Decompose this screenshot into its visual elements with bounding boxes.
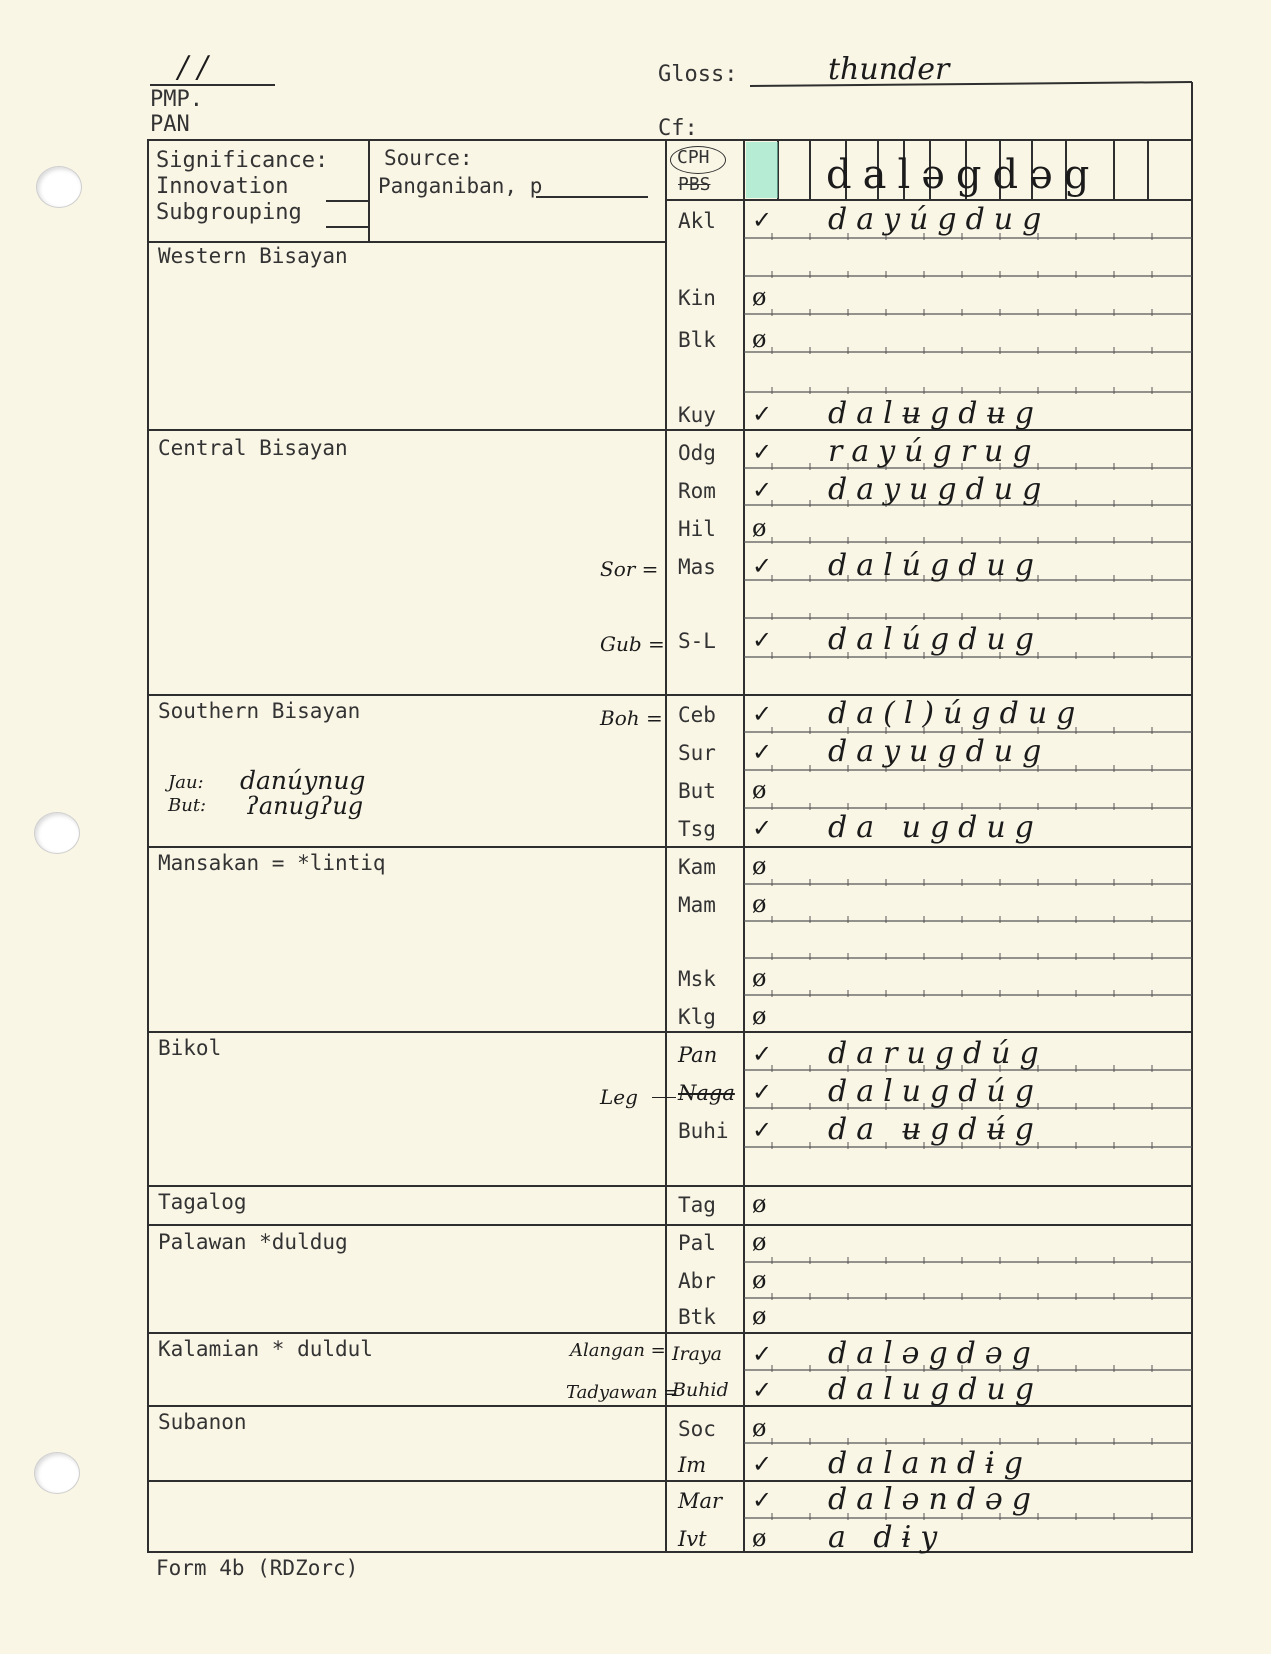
null-mark: ø <box>752 1524 767 1552</box>
reflex-form: a dɨy <box>828 1520 947 1555</box>
source-label: Source: <box>384 146 473 170</box>
check-mark: ✓ <box>752 1078 773 1106</box>
group-subanon: Subanon <box>158 1410 247 1434</box>
group-southern-bisayan: Southern Bisayan <box>158 699 361 723</box>
reflex-form: da(l)úgdug <box>828 696 1085 731</box>
form-footer: Form 4b (RDZorc) <box>156 1556 359 1580</box>
gloss-value: thunder <box>828 52 950 87</box>
eq-sor: Sor = <box>600 557 659 581</box>
reflex-form: dalugdúg <box>828 1074 1043 1109</box>
language-label: Odg <box>678 441 716 465</box>
null-mark: ø <box>752 852 767 880</box>
subgrouping-label: Subgrouping <box>156 200 302 225</box>
reflex-form: dayugdug <box>828 472 1051 507</box>
proto-label-top: CPH <box>677 147 710 168</box>
note-but-form: ʔanugʔug <box>246 792 364 820</box>
reflex-form: rayúgrug <box>828 434 1041 469</box>
check-mark: ✓ <box>752 1116 773 1144</box>
source-value: Panganiban, p <box>378 174 543 198</box>
language-label: Akl <box>678 209 716 233</box>
null-mark: ø <box>752 1228 767 1256</box>
eq-boh: Boh = <box>600 706 663 730</box>
group-bikol: Bikol <box>158 1036 222 1060</box>
check-mark: ✓ <box>752 1340 773 1368</box>
language-label: Iraya <box>672 1343 722 1365</box>
language-label: Kuy <box>678 403 716 427</box>
null-mark: ø <box>752 1002 767 1030</box>
language-label: Rom <box>678 479 716 503</box>
language-label: Ivt <box>678 1527 707 1551</box>
reflex-form: da ugdug <box>828 810 1043 845</box>
null-mark: ø <box>752 283 767 311</box>
check-mark: ✓ <box>752 438 773 466</box>
null-mark: ø <box>752 514 767 542</box>
language-label: But <box>678 779 716 803</box>
pmp-label: PMP. <box>150 87 203 112</box>
pan-label: PAN <box>150 112 190 137</box>
language-label: Kam <box>678 855 716 879</box>
check-mark: ✓ <box>752 700 773 728</box>
null-mark: ø <box>752 1190 767 1218</box>
group-western-bisayan: Western Bisayan <box>158 244 348 268</box>
language-label: Pan <box>678 1043 718 1067</box>
language-label: Abr <box>678 1269 716 1293</box>
eq-gub: Gub = <box>600 632 665 656</box>
language-label: Buhi <box>678 1119 729 1143</box>
language-label: Buhid <box>672 1379 729 1401</box>
check-mark: ✓ <box>752 400 773 428</box>
innovation-label: Innovation <box>156 174 289 199</box>
check-mark: ✓ <box>752 738 773 766</box>
reflex-form: dalʉgdʉg <box>828 396 1043 431</box>
language-label: Tag <box>678 1193 716 1217</box>
language-label: Tsg <box>678 817 716 841</box>
check-mark: ✓ <box>752 1376 773 1404</box>
language-label: Im <box>678 1453 707 1477</box>
check-mark: ✓ <box>752 206 773 234</box>
leg-arrow-line <box>652 1097 676 1098</box>
language-label: Mar <box>678 1489 723 1513</box>
group-palawan: Palawan *duldug <box>158 1230 348 1254</box>
language-label: Naga <box>678 1081 735 1105</box>
language-label: Hil <box>678 517 716 541</box>
proto-label-bottom: PBS <box>678 174 711 195</box>
reflex-form: da ʉgdʉ́g <box>828 1112 1043 1147</box>
gloss-label: Gloss: <box>658 62 738 87</box>
eq-tadyawan: Tadyawan = <box>566 1382 679 1403</box>
null-mark: ø <box>752 1266 767 1294</box>
reflex-form: dalugdug <box>828 1372 1043 1407</box>
note-but-label: But: <box>168 795 207 816</box>
check-mark: ✓ <box>752 1486 773 1514</box>
eq-leg: Leg <box>600 1085 638 1109</box>
language-label: Mam <box>678 893 716 917</box>
null-mark: ø <box>752 325 767 353</box>
null-mark: ø <box>752 776 767 804</box>
null-mark: ø <box>752 1414 767 1442</box>
proto-form: dalǝgdǝg <box>826 152 1101 198</box>
check-mark: ✓ <box>752 1040 773 1068</box>
note-jau-form: danúynug <box>240 766 366 795</box>
language-label: Btk <box>678 1305 716 1329</box>
language-label: Msk <box>678 967 716 991</box>
reflex-form: dalǝndǝg <box>828 1482 1040 1517</box>
language-label: Mas <box>678 555 716 579</box>
group-tagalog: Tagalog <box>158 1190 247 1214</box>
language-label: Sur <box>678 741 716 765</box>
language-label: Blk <box>678 328 716 352</box>
null-mark: ø <box>752 890 767 918</box>
reflex-form: dalúgdug <box>828 548 1043 583</box>
significance-label: Significance: <box>156 148 329 173</box>
group-kalamian: Kalamian * duldul <box>158 1337 373 1361</box>
language-label: Kin <box>678 286 716 310</box>
eq-alangan: Alangan = <box>570 1340 666 1361</box>
check-mark: ✓ <box>752 814 773 842</box>
reflex-form: darugdúg <box>828 1036 1048 1071</box>
group-central-bisayan: Central Bisayan <box>158 436 348 460</box>
language-label: Soc <box>678 1417 716 1441</box>
null-mark: ø <box>752 964 767 992</box>
check-mark: ✓ <box>752 552 773 580</box>
language-label: Klg <box>678 1005 716 1029</box>
language-label: S-L <box>678 629 716 653</box>
reflex-form: dalúgdug <box>828 622 1043 657</box>
group-mansakan: Mansakan = *lintiq <box>158 851 386 875</box>
reflex-form: dayúgdug <box>828 202 1051 237</box>
cf-label: Cf: <box>658 116 698 141</box>
reflex-form: dalandɨg <box>828 1446 1032 1481</box>
language-label: Pal <box>678 1231 716 1255</box>
note-jau-label: Jau: <box>168 772 204 793</box>
date-marks: / / <box>178 50 208 85</box>
check-mark: ✓ <box>752 626 773 654</box>
check-mark: ✓ <box>752 476 773 504</box>
language-label: Ceb <box>678 703 716 727</box>
check-mark: ✓ <box>752 1450 773 1478</box>
null-mark: ø <box>752 1302 767 1330</box>
reflex-form: dalǝgdǝg <box>828 1336 1040 1371</box>
reflex-form: dayugdug <box>828 734 1051 769</box>
